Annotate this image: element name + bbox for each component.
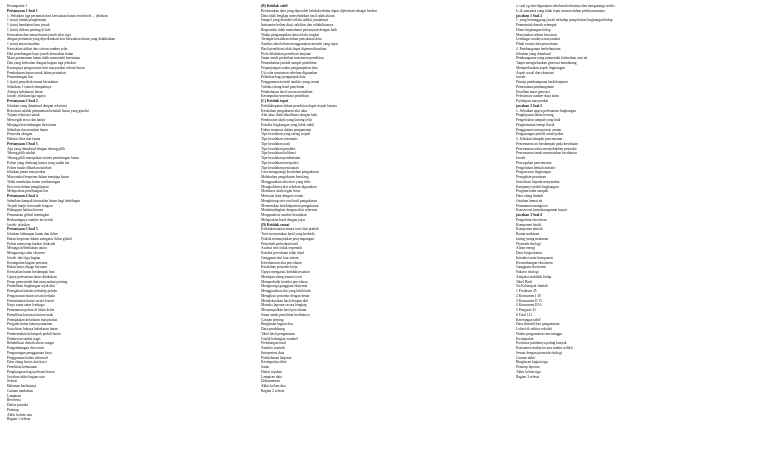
- text-line: Gerakan hemat air: [516, 198, 543, 203]
- text-line: Menentukan ketidakpastian pengukuran: [261, 203, 319, 208]
- text-line: Interaksi antar komponen: [516, 255, 553, 260]
- column-left: [7, 4, 255, 422]
- text-line: Penambahan jumlah sampel penelitian: [261, 61, 317, 65]
- text-line: 6 Total 121: [516, 312, 533, 317]
- column-right: [516, 4, 764, 379]
- text-line: 4 Konsumen III 6: [516, 303, 542, 308]
- text-line: Selesai: [7, 379, 18, 384]
- section-heading: jawaban 3 Soal 4: [516, 213, 543, 217]
- text-line: Mengurangi suhu ekstrem: [7, 251, 45, 255]
- text-line: Program hutan kemasyarakatan: [7, 322, 53, 327]
- text-line: dengan pertanian yang diperkirakan dari kerusakan hutan yang diakibatkan: [7, 37, 115, 42]
- text-line: Masyarakat sekitar kawasan: [516, 32, 557, 37]
- text-line: Reboisasi adalah penanaman kembali hutan yang gundul: [7, 108, 89, 113]
- text-line: Pendidikan lingkungan sejak dini: [7, 284, 56, 289]
- text-line: Melaporkan hasil dengan jujur: [261, 217, 306, 222]
- text-line: Peningkatan kesadaran masyarakat: [7, 317, 58, 322]
- section-heading: Pertanyaan 4 Soal 4: [7, 194, 38, 198]
- text-line: Saran untuk penelitian berikutnya: [261, 312, 310, 317]
- text-line: Pembahasan lanjutan: [261, 355, 292, 360]
- text-line: Kampanye peduli lingkungan: [516, 184, 559, 189]
- text-line: Pencemaran air berdampak pada kesehatan: [516, 141, 578, 146]
- text-line: Tipe kesalahan acak: [261, 141, 291, 146]
- text-line: Daftar rujukan: [261, 369, 283, 374]
- text-line: Menghitung rata-rata hasil pengukuran: [261, 198, 317, 203]
- text-line: Kerja sama antar lembaga: [7, 303, 45, 308]
- text-line: Konservasi keanekaragaman hayati: [516, 208, 567, 213]
- text-line: Aliran energi: [516, 246, 535, 251]
- text-line: Pengurangan plastik sekali pakai: [516, 132, 564, 137]
- text-line: Kesimpulan sementara penelitian: [261, 94, 309, 99]
- text-line: Pengolahan limbah industri: [516, 165, 556, 170]
- text-line: Bagian 3 selesai: [516, 374, 540, 379]
- text-line: Kerusakan hutan berdampak luas: [7, 270, 55, 274]
- text-line: Kesalahan prosedur kerja: [261, 265, 298, 270]
- text-line: Ketidaksesuaian antara teori dan praktik: [261, 227, 319, 232]
- text-line: Interpretasi data: [261, 350, 285, 355]
- text-line: 1. yang bertanggung jawab terhadap pengelolaan lingkungan hidup: [516, 18, 613, 23]
- text-line: Analisis statistik: [261, 346, 285, 350]
- text-line: Catatan tambahan: [7, 388, 33, 393]
- text-line: Tabel Hasil: [516, 279, 533, 284]
- text-line: Tebang pilih adalah: [7, 151, 36, 156]
- text-line: Faktor manusia dalam pengamatan: [261, 127, 312, 132]
- text-line: Tipe kesalahan kalibrasi: [261, 151, 296, 156]
- text-line: Komponen abiotik: [516, 227, 543, 232]
- text-line: Meninjau ulang asumsi teori: [261, 274, 303, 279]
- text-line: Pelestarian sumber daya alam: [516, 94, 559, 99]
- text-line: Sebutkan dampak kerusakan hutan bagi kehidupan: [7, 198, 80, 203]
- text-line: Menulis laporan secara lengkap: [261, 303, 307, 308]
- text-line: Data pendukung: [261, 327, 285, 331]
- text-line: b. di sumatera yang tidak tepat sasaran dalam pelaksanaannya: [516, 8, 605, 13]
- text-line: Pengawasan hutan secara berkala: [7, 293, 55, 298]
- text-line: Penghijauan lahan kosong: [516, 113, 554, 118]
- text-line: Perhitungan hasil: [261, 341, 287, 346]
- text-line: Penelitian kehutanan: [7, 365, 38, 369]
- text-line: Berkurangnya sumber air bersih: [7, 217, 54, 222]
- text-line: Pohon muda dibiarkan tumbuh: [7, 165, 52, 170]
- text-line: Kesimpulan bagian pertama: [7, 260, 48, 265]
- text-line: Piramida ekologi: [516, 241, 541, 246]
- text-line: Tipe kesalahan sistematis: [261, 137, 298, 141]
- text-line: Penutup: [7, 407, 19, 412]
- text-line: Jawab:: [516, 75, 526, 80]
- text-line: Lampiran data: [261, 374, 282, 379]
- text-line: Penggunaan transportasi umum: [516, 127, 562, 132]
- text-line: Masyarakat berperan dalam menjaga hutan: [7, 175, 69, 179]
- text-line: Pengembangan ekowisata: [7, 346, 45, 350]
- text-line: Cara mengurangi kesalahan pengukuran: [261, 170, 319, 175]
- text-line: Daur biogeokimia: [516, 251, 543, 255]
- text-line: Uji coba instrumen sebelum digunakan: [261, 70, 318, 75]
- text-line: 1. Sebutkan upaya pelestarian lingkungan: [516, 108, 576, 113]
- text-line: Penggunaan bahan alternatif: [7, 355, 48, 360]
- text-line: Pelatihan bagi pengumpul data: [261, 75, 306, 80]
- text-line: Sebutkan dua manfaat hutan: [7, 127, 48, 132]
- text-line: Pembangunan yang memenuhi kebutuhan saat ini: [516, 56, 588, 61]
- section-heading: Pertanyaan 2 Soal 2: [7, 99, 38, 103]
- text-line: Sosialisasi bahaya kebakaran hutan: [7, 327, 58, 331]
- text-line: Kondisi percobaan tidak ideal: [261, 251, 305, 255]
- text-line: Membaca skala tegak lurus: [261, 189, 301, 194]
- text-line: Keseimbangan ekosistem: [516, 260, 553, 265]
- text-line: Jelaskan yang dimaksud: [516, 51, 551, 56]
- text-line: 1. Sebutkan tiga pertanian dari kerusakan hutan tersebut di ... jelaskan: [7, 13, 108, 18]
- text-line: Jelaskan yang dimaksud dengan reboisasi: [7, 103, 67, 108]
- text-line: Analisis data belum menggunakan metode yang tepat: [261, 42, 338, 46]
- text-line: Pemerataan pembangunan: [516, 84, 554, 89]
- section-heading: Pertanyaan 1 Soal 1: [7, 8, 38, 13]
- text-line: Penanaman pohon di lahan kritis: [7, 308, 55, 312]
- text-line: Kesalahan pengukuran alat ukur: [261, 108, 308, 113]
- text-line: 2. Jelaskan dampak pencemaran: [516, 137, 563, 141]
- text-line: Tipe kesalahan pencatatan: [261, 165, 299, 170]
- text-line: Jelaskan peran masyarakat: [7, 170, 46, 175]
- text-line: Mencatat data dengan cermat: [261, 194, 304, 198]
- text-line: Menjaga kelembaban udara: [7, 246, 47, 251]
- text-line: Gangguan ekosistem: [516, 265, 547, 270]
- section-heading: jawaban 2 Soal 3: [516, 103, 543, 108]
- text-line: Saran untuk perbaikan instrumen penelitian: [261, 56, 324, 61]
- text-line: Pengurangan penggunaan kayu: [7, 350, 52, 355]
- text-line: Habitat flora dan fauna: [7, 137, 41, 141]
- text-line: Upaya mengatasi ketidaksesuaian: [261, 270, 310, 274]
- text-line: Pemerintah daerah setempat: [516, 23, 557, 27]
- text-line: Sebutkan 1 contoh dampaknya: [7, 84, 52, 89]
- text-line: Tipe kesalahan interpolasi: [261, 160, 299, 165]
- text-line: 1 (satu) diskusi penting di bab: [7, 27, 51, 32]
- text-line: Ketidaktepatan dalam penelitian dapat terjadi karena: [261, 103, 337, 108]
- text-line: Mendiskusikan hasil dengan ahli: [261, 298, 309, 303]
- column-middle: [261, 4, 509, 394]
- text-line: Waktu pengumpulan data terlalu singkat: [261, 32, 319, 37]
- text-line: Sosialisasi kepada masyarakat: [516, 179, 560, 184]
- text-line: Pembentukan kelompok peduli hutan: [7, 331, 61, 336]
- text-line: Kerusakan dan semua hutan jawab jelas tiga: [7, 32, 71, 37]
- text-line: Bagian 2 selesai: [261, 388, 285, 393]
- section-heading: (B) Ketidak valid: [261, 4, 288, 8]
- text-line: Perlu dilakukan penelitian lanjutan: [261, 51, 312, 56]
- text-line: Instrumen belum diuji validitas dan reliabilitasnya: [261, 23, 334, 27]
- text-line: 3 Konsumen II 15: [516, 298, 543, 303]
- text-line: Catatan akhir: [516, 355, 536, 360]
- text-line: Tebang pilih merupakan sistem penebangan hutan: [7, 156, 79, 160]
- text-line: Penyebab perbedaan hasil: [261, 241, 299, 246]
- text-line: Halaman berikutnya: [7, 384, 37, 388]
- text-line: Tipe kesalahan yang sering terjadi: [261, 132, 311, 137]
- text-line: Asumsi teori tidak terpenuhi: [261, 246, 303, 251]
- text-line: Jawab: dari tiga bagian: [7, 255, 41, 260]
- text-line: Tujuan reboisasi untuk: [7, 113, 40, 118]
- text-line: 1 (satu) tindak penghentian: [7, 18, 47, 23]
- text-line: Dokumentasi: [261, 379, 281, 384]
- text-line: Pohon menyerap karbon dioksida: [7, 241, 56, 246]
- text-line: Keterangan tabel: [516, 317, 541, 322]
- text-line: Pembacaan skala yang kurang teliti: [261, 118, 312, 122]
- text-line: Dinas lingkungan hidup: [516, 27, 551, 32]
- text-line: Daftar pustaka: [7, 403, 29, 407]
- text-line: Pencegahan pencemaran: [516, 160, 552, 165]
- text-line: Penghematan energi listrik: [516, 122, 555, 127]
- text-line: Data tidak lengkap menyebabkan hasil tidak akurat: [261, 13, 335, 18]
- text-line: Komponen biotik: [516, 222, 542, 227]
- text-line: Tipe kesalahan pembulatan: [261, 156, 301, 160]
- text-line: Pemanfaatan hutan secara lestari: [7, 298, 54, 303]
- text-line: Bagian 1 selesai: [7, 417, 31, 422]
- text-line: Hutan berperan dalam mengatur iklim global: [7, 236, 72, 241]
- text-line: Pembakaran hutan untuk lahan pertanian: [7, 70, 66, 75]
- text-line: Penggunaan metode analisis yang sesuai: [261, 80, 320, 84]
- text-line: Prinsip pembangunan berkelanjutan: [516, 80, 568, 84]
- text-line: Tipe kesalahan paralaks: [261, 146, 296, 151]
- text-line: Penutup laporan: [516, 365, 540, 369]
- section-heading: (D) Ketidak sesuai: [261, 222, 290, 227]
- text-line: Keterbatasan alat percobaan: [261, 260, 302, 265]
- text-line: Mengkalibrasi alat sebelum digunakan: [261, 184, 317, 189]
- text-line: Rehabilitasi daerah aliran sungai: [7, 341, 55, 346]
- text-line: Pemanasan global meningkat: [7, 213, 50, 217]
- text-line: Jelaskan hubungan hutan dan iklim: [7, 232, 58, 236]
- text-line: Penegakan peraturan: [516, 175, 547, 179]
- text-line: Teori menyatakan hasil yang berbeda: [261, 232, 315, 236]
- text-line: Dari penebangan kayu jawab kerusakan hutan: [7, 51, 74, 56]
- text-line: Menyimpulkan hasil percobaan: [261, 308, 307, 312]
- text-line: Aspek sosial dan ekonomi: [516, 70, 554, 75]
- text-line: Tabel hasil pengamatan: [261, 331, 295, 336]
- text-line: Memperbaiki kondisi percobaan: [261, 279, 308, 284]
- text-line: Suksesi ekologi: [516, 270, 539, 274]
- text-line: Program bank sampah: [516, 189, 549, 194]
- text-line: 1 (satu) penyebab utama kerusakan: [7, 80, 58, 84]
- text-line: Ikut serta dalam penghijauan: [7, 184, 49, 189]
- section-heading: Pertanyaan 3 Soal 3: [7, 141, 38, 146]
- text-line: Hutan harus dijaga bersama: [7, 265, 48, 270]
- text-line: Praktik menunjukkan penyimpangan: [261, 236, 314, 241]
- text-line: Tidak membakar hutan sembarangan: [7, 179, 61, 184]
- text-line: a. soal yg dan digunakan sebelum berikutnya dan mengurangi resiko: [516, 4, 615, 8]
- text-line: Adaptasi makhluk hidup: [516, 274, 552, 279]
- text-line: Sesuai dengan piramida ekologi: [516, 350, 563, 355]
- text-line: Penghargaan bagi pelestari hutan: [7, 369, 55, 374]
- text-line: Memperhatikan aspek lingkungan: [516, 65, 565, 70]
- text-line: Responden tidak memahami pertanyaan dengan baik: [261, 27, 337, 32]
- text-line: Menganalisis sumber kesalahan: [261, 213, 307, 217]
- text-line: Adanya kebakaran hutan: [7, 89, 43, 94]
- text-line: Lampiran: [7, 393, 21, 398]
- text-line: Pencemaran tanah menurunkan kesuburan: [516, 151, 577, 156]
- text-line: Mengurangi gangguan eksternal: [261, 284, 308, 289]
- text-line: 1 Produsen 45: [516, 289, 537, 293]
- text-line: Pemulihan kawasan hutan rusak: [7, 312, 54, 317]
- text-line: Jawab:: [516, 156, 526, 160]
- text-line: Terdapat kesalahan dalam pencatatan data: [261, 37, 322, 42]
- text-line: Saran: [261, 365, 270, 369]
- text-line: Kesimpulan: [516, 336, 534, 341]
- text-line: Dan yang berkaitan dengan bagian tiga jelaskan: [7, 61, 76, 65]
- text-line: Pengertian ekosistem: [516, 217, 547, 222]
- text-line: 1 (satu) hambatan baru jawab: [7, 23, 50, 27]
- text-line: Mencegah erosi dan banjir: [7, 118, 46, 122]
- text-line: Lokasi di sekitar sekolah: [516, 327, 552, 331]
- text-line: Daur ulang limbah: [516, 194, 543, 198]
- text-line: Sampel yang diambil terlalu sedikit jumlahnya: [261, 18, 329, 23]
- text-line: Perpanjangan waktu pengumpulan data: [261, 65, 318, 70]
- text-line: Pemberian sanksi tegas: [7, 336, 41, 341]
- text-line: Catatan penting: [261, 317, 284, 322]
- text-line: Konsumen makin ke atas makin sedikit: [516, 346, 573, 350]
- text-line: Kerusakan akibat dari sistem sumber jelas: [7, 46, 68, 51]
- text-line: Lembaga swadaya masyarakat: [516, 37, 560, 42]
- text-line: Pengawasan lingkungan: [516, 170, 551, 175]
- text-line: Terjadi banjir dan tanah longsor: [7, 203, 53, 208]
- text-line: 5 Pengurai 25: [516, 308, 536, 312]
- text-line: Akhir kolom tiga: [516, 369, 541, 374]
- text-line: Penegakan hukum terhadap pelaku: [7, 289, 58, 293]
- text-line: Validasi ulang hasil penelitian: [261, 84, 305, 89]
- text-line: Alat ukur tidak dikalibrasi dengan baik: [261, 113, 318, 118]
- text-line: Menggunakan alat yang lebih baik: [261, 289, 311, 293]
- text-line: Hasil penelitian tidak dapat digeneralisasikan: [261, 46, 327, 51]
- text-line: Penanaman mangrove: [516, 203, 548, 208]
- text-line: Partisipasi masyarakat: [516, 99, 549, 103]
- text-line: Pencemaran udara menyebabkan penyakit: [516, 146, 577, 151]
- text-line: Keadilan antar generasi: [516, 89, 550, 94]
- text-line: Hilangnya habitat hewan: [7, 208, 43, 213]
- text-line: 2 Konsumen I 30: [516, 293, 541, 298]
- text-line: 1 (satu) antara kualitas: [7, 42, 40, 46]
- text-line: Daur ulang kertas dan kayu: [7, 360, 47, 365]
- text-line: Grafik hubungan variabel: [261, 336, 298, 341]
- text-line: Pembahasan hasil secara mendalam: [261, 89, 313, 94]
- text-line: Mengikuti prosedur dengan benar: [261, 293, 310, 298]
- section-heading: (C) Ketidak tepat: [261, 99, 288, 103]
- text-line: Gangguan dari luar sistem: [261, 255, 299, 260]
- text-line: Membandingkan dengan nilai referensi: [261, 208, 318, 213]
- text-line: Penyedia oksigen: [7, 132, 33, 137]
- text-line: Rantai makanan: [516, 232, 540, 236]
- text-line: 2. Pembangunan berkelanjutan: [516, 46, 561, 51]
- text-line: Berdasarkan data yang diperoleh ketidakvalidan dapat dijelaskan sebagai berikut: [261, 8, 378, 13]
- text-line: Data diambil dari pengamatan: [516, 322, 560, 327]
- text-line: Waktu pengamatan satu minggu: [516, 331, 563, 336]
- text-line: Ringkasan bagian tiga: [516, 360, 548, 365]
- text-line: Pengelolaan sampah yang baik: [516, 118, 561, 122]
- text-line: Upaya pelestarian harus dilakukan: [7, 274, 57, 279]
- section-heading: jawaban 1 Soal 2: [516, 13, 543, 18]
- text-line: Menjaga keseimbangan ekosistem: [7, 122, 57, 127]
- text-line: Kesimpulan 1: [7, 4, 28, 8]
- text-line: Akhir kolom satu: [7, 412, 33, 417]
- text-line: Peran pemerintah dan masyarakat penting: [7, 279, 68, 284]
- text-line: Melakukan pengukuran berulang: [261, 175, 309, 179]
- section-heading: Pertanyaan 5 Soal 5: [7, 227, 38, 232]
- text-line: Menggunakan alat ukur yang teliti: [261, 179, 311, 184]
- text-line: Jaring-jaring makanan: [516, 236, 549, 241]
- text-line: Referensi: [7, 398, 21, 403]
- text-line: No Kelompok Jumlah: [516, 284, 548, 289]
- text-line: Kesimpulan akhir: [261, 360, 287, 365]
- text-line: Ringkasan bagian dua: [261, 322, 293, 327]
- text-line: Masa penanaman hutan tidak memenuhi ketentuan: [7, 56, 80, 61]
- text-line: Jawab: jelaskan: [7, 222, 30, 227]
- text-line: Kondisi lingkungan yang tidak stabil: [261, 122, 315, 127]
- text-line: Akhir kolom dua: [261, 384, 286, 388]
- text-line: Produsen jumlahnya paling banyak: [516, 341, 567, 346]
- text-line: Melaporkan penebangan liar: [7, 189, 49, 194]
- text-line: Pohon yang ditebang hanya yang sudah tua: [7, 160, 70, 165]
- text-line: Tanpa mengorbankan generasi mendatang: [516, 61, 577, 65]
- text-line: Jawaban akhir bagian satu: [7, 374, 45, 379]
- text-line: Kurangnya pengawasan dari masyarakat sekitar hutan: [7, 65, 85, 70]
- text-line: Penambangan liar: [7, 75, 33, 80]
- text-line: Jawab: jelaskan tiga upaya: [7, 94, 46, 99]
- text-line: Pihak swasta dan perusahaan: [516, 42, 558, 46]
- text-line: Apa yang dimaksud dengan tebang pilih: [7, 146, 65, 151]
